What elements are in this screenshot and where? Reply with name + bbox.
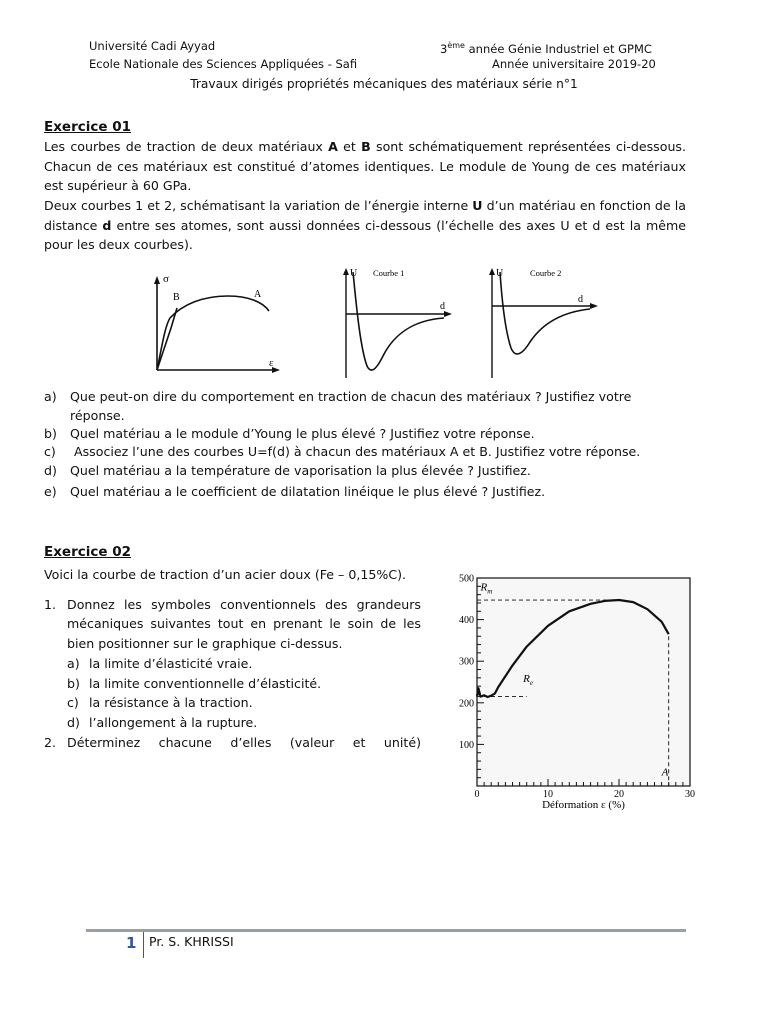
exercise2-title: Exercice 02 [44,544,132,560]
sub-item-d [67,713,257,732]
d-axis-arrow [444,311,452,317]
annotation-subscript: m [487,587,493,596]
stress-strain-figure [148,266,288,386]
y-tick-label: 400 [459,615,474,627]
sub-item-text: l’allongement à la rupture. [89,715,258,730]
question-label: e) [44,484,57,499]
curve-b-label: B [173,292,180,303]
courbe2-title: Courbe 2 [530,268,562,278]
epsilon-label: ε [269,357,274,369]
item1-line1: Donnez les symboles conventionnels des grandeurs [67,597,421,612]
u-label: U [350,268,358,279]
sub-item-b [67,674,321,693]
curve-a [157,296,269,370]
question-b [44,424,535,443]
steel-tensile-chart [440,566,710,814]
question-d [44,461,531,480]
x-axis-label: Déformation ε (%) [542,799,625,811]
sub-item-c [67,693,253,712]
question-text: Associez l’une des courbes U=f(d) à chacun des matériaux A et B. Justifiez votre réponse. [70,444,641,459]
question-e [44,482,545,501]
exercise2-intro: Voici la courbe de traction d’un acier doux (Fe – 0,15%C). [44,567,407,582]
sigma-label: σ [163,273,169,285]
year-sup: ème [447,41,465,50]
p1-material-a: A [328,139,338,154]
d-label: d [578,294,583,305]
p1-text-a: Les courbes de traction de deux matériaux [44,139,329,154]
x-tick-label: 30 [685,789,695,800]
item1-number: 1. [44,597,57,612]
p2-text-a: Deux courbes 1 et 2, schématisant la variation de l’énergie interne [44,198,473,213]
question-text: Que peut-on dire du comportement en traction de chacun des matériaux ? Justifiez votre [70,389,632,404]
p2-text-c: entre ses atomes, sont aussi données ci-dessous (l’échelle des axes U et d est la même pour les deux courbes). [44,217,686,252]
question-a [44,387,631,406]
item1-line2: mécaniques suivantes tout en prenant le soin de les [67,616,421,631]
annotation-A: A [661,766,669,779]
p2-text-b: d’un matériau en fonction de la distance [44,198,686,233]
program-name: année Génie Industriel et GPMC [464,41,652,56]
footer-author: Pr. S. KHRISSI [149,934,234,949]
courbe2-line [500,272,590,354]
x-tick-label: 20 [614,789,624,800]
exercise1-title: Exercice 01 [44,119,132,135]
question-label: d) [44,463,57,478]
plot-area [477,578,690,786]
page-number: 1 [126,934,137,952]
sub-item-text: la limite d’élasticité vraie. [89,656,253,671]
question-label: c) [44,444,56,459]
question-text: Quel matériau a le coefficient de dilatation linéique le plus élevé ? Justifiez. [70,484,546,499]
university-name: Université Cadi Ayyad [89,39,216,53]
question-text: Quel matériau a la température de vaporisation la plus élevée ? Justifiez. [70,463,531,478]
exercise1-paragraph1 [44,137,686,196]
footer-rule [86,929,686,932]
y-tick-label: 300 [459,656,474,668]
u-axis-arrow [489,268,495,275]
sub-item-text: la résistance à la traction. [89,695,253,710]
courbe1-line [353,272,444,370]
item2-number: 2. [44,735,57,750]
sub-item-label: d) [67,715,80,730]
curve-b [157,308,177,370]
u-label: U [496,268,504,279]
x-tick-label: 10 [543,789,553,800]
courbe1-title: Courbe 1 [373,268,405,278]
sub-item-label: a) [67,656,80,671]
x-tick-label: 0 [474,789,480,800]
item2-text: Déterminez chacune d’elles (valeur et unité) [67,735,421,750]
question-label: a) [44,389,57,404]
question-label: b) [44,426,57,441]
p2-symbol-d: d [102,217,112,233]
y-tick-label: 100 [459,739,474,751]
annotation-subscript: e [529,679,533,687]
school-name: Ecole Nationale des Sciences Appliquées - Safi [89,57,358,71]
p1-text-c: sont schématiquement représentées ci-dessous. Chacun de ces matériaux est constitué d’atomes identiques. Le module de Young de ces matériaux est supérieur à 60 GPa. [44,139,686,193]
u-axis-arrow [343,268,349,275]
d-axis-arrow [590,303,598,309]
sub-item-a [67,654,252,673]
annotation-Rm: $R_m$ [480,581,493,596]
question-text: Quel matériau a le module d’Young le plus élevé ? Justifiez votre réponse. [70,426,535,441]
sigma-axis-arrow [154,276,160,284]
year-prefix: 3 [440,41,448,56]
y-tick-label: 500 [459,573,474,585]
p1-material-b: B [361,139,371,154]
exercise1-paragraph2 [44,196,686,255]
p2-symbol-u: U [472,198,483,213]
footer-separator [143,932,144,958]
curve-a-label: A [254,289,262,300]
sub-item-text: la limite conventionnelle d’élasticité. [89,676,322,691]
annotation-Re: $R_e$ [523,673,533,687]
program-line [440,38,652,57]
sub-item-label: b) [67,676,80,691]
item1-line3: bien positionner sur le graphique ci-dessus. [67,636,343,651]
sub-item-label: c) [67,695,79,710]
p1-text-b: et [337,139,362,154]
y-tick-label: 200 [459,698,474,710]
academic-year: Année universitaire 2019-20 [492,57,656,71]
d-label: d [440,301,445,312]
question-a-continued: réponse. [70,408,125,423]
question-c [44,442,640,461]
page-title: Travaux dirigés propriétés mécaniques des matériaux série n°1 [190,77,578,91]
courbe1-figure [336,262,456,382]
courbe2-figure [482,262,602,382]
